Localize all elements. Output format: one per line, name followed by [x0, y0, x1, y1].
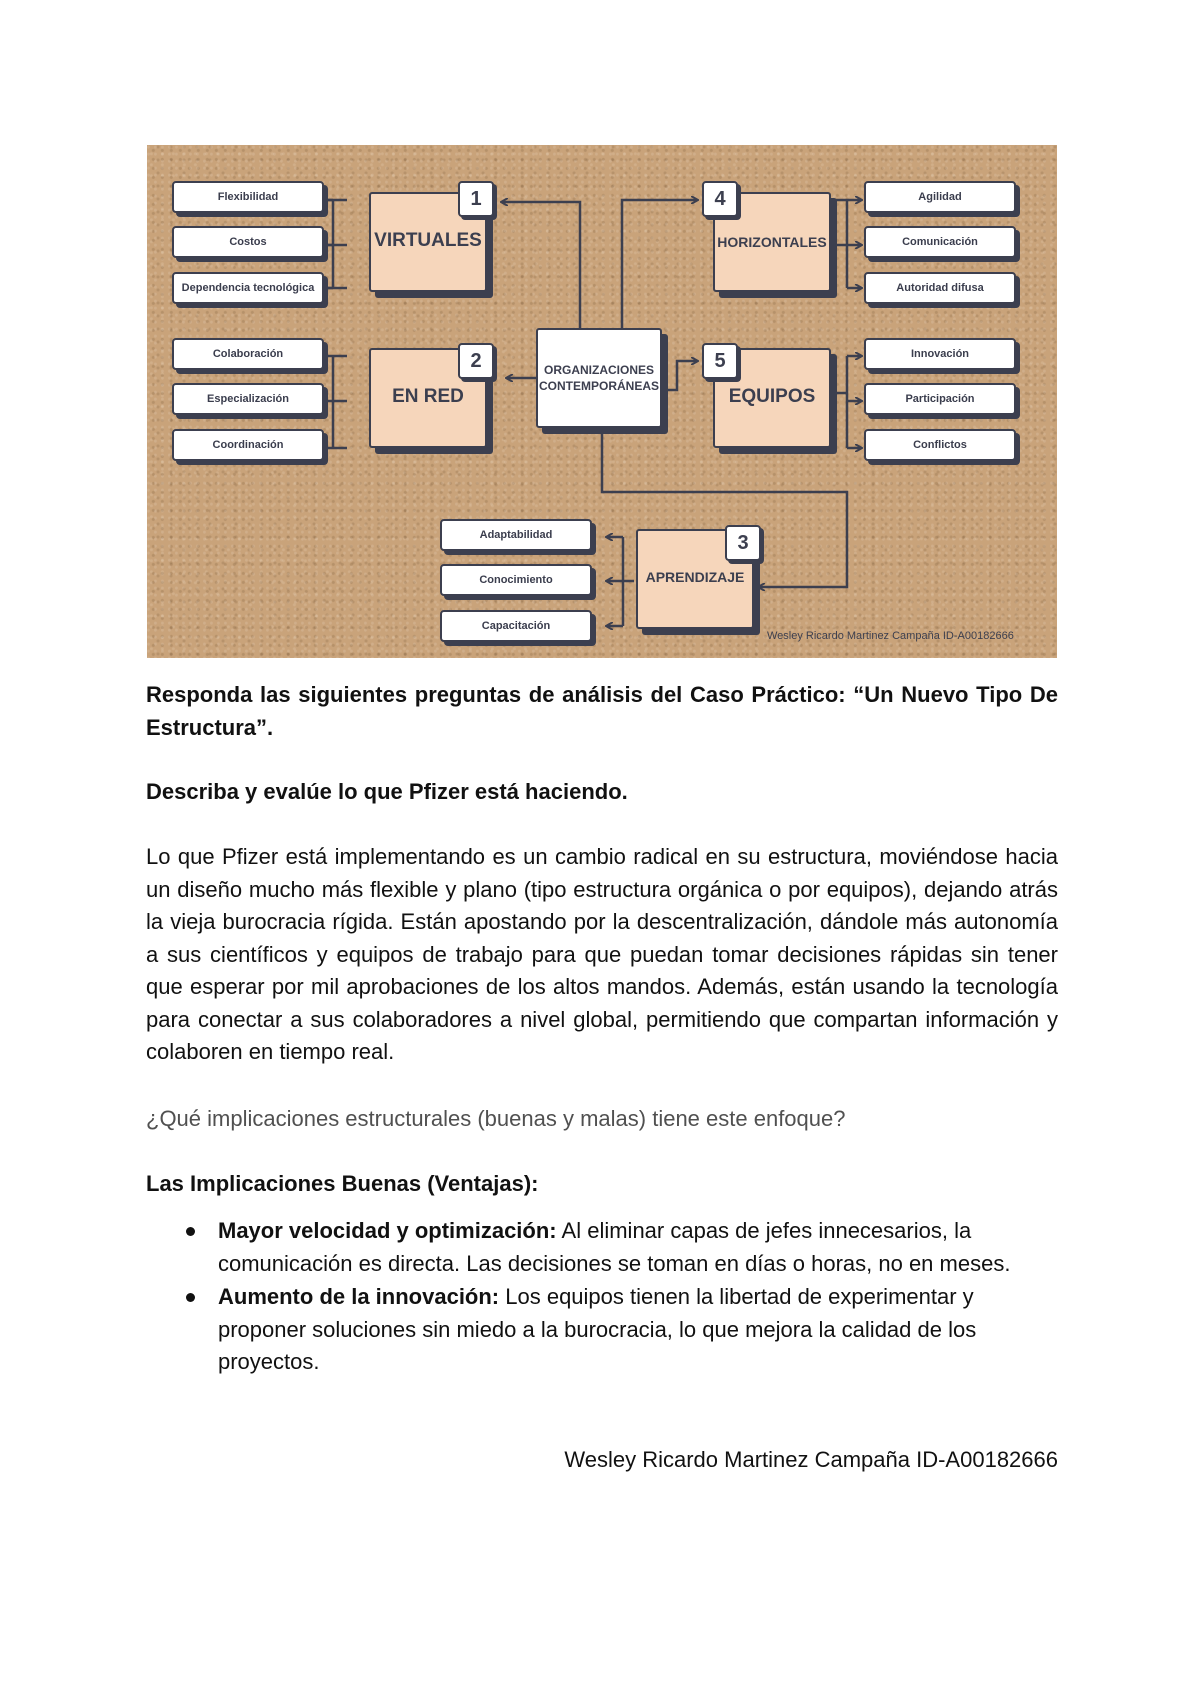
- list-item: [146, 1215, 1058, 1280]
- author-signature: Wesley Ricardo Martinez Campaña ID-A00182666: [564, 1447, 1058, 1472]
- ventajas-list: [146, 1215, 1058, 1380]
- intro-question: Responda las siguientes preguntas de análisis del Caso Práctico: “Un Nuevo Tipo De Estructura”.: [146, 682, 1058, 740]
- item-conflictos: Conflictos: [864, 429, 1016, 461]
- bullet-text: Los equipos tienen la libertad de experimentar y proponer soluciones sin miedo a la burocracia, lo que mejora la calidad de los proyectos.: [218, 1284, 977, 1374]
- category-label: HORIZONTALES: [717, 234, 827, 250]
- item-coordinacion: Coordinación: [172, 429, 324, 461]
- item-autoridad-difusa: Autoridad difusa: [864, 272, 1016, 304]
- item-especializacion: Especialización: [172, 383, 324, 415]
- category-label: EN RED: [392, 386, 464, 407]
- bullet-text: Al eliminar capas de jefes innecesarios, la comunicación es directa. Las decisiones se toman en días o horas, no en meses.: [218, 1218, 1011, 1276]
- bullet-title: Aumento de la innovación:: [218, 1284, 500, 1309]
- heading-describe: Describa y evalúe lo que Pfizer está haciendo.: [146, 779, 628, 804]
- item-participacion: Participación: [864, 383, 1016, 415]
- category-label: EQUIPOS: [728, 386, 816, 407]
- bullet-title: Mayor velocidad y optimización:: [218, 1218, 557, 1243]
- item-colaboracion: Colaboración: [172, 338, 324, 370]
- paragraph-analysis: Lo que Pfizer está implementando es un cambio radical en su estructura, moviéndose hacia un diseño mucho más flexible y plano (tipo estructura orgánica o por equipos), dejando atrás la vieja burocracia rígida. Están apostando por la descentralización, dándole más autonomía a sus científicos y equipos de trabajo para que puedan tomar decisiones rápidas sin tener que esperar por mil aprobaciones de los altos mandos. Además, están usando la tecnología para conectar a sus colaboradores a nivel global, permitiendo que compartan información y colaboren en tiempo real.: [146, 844, 1058, 1064]
- item-adaptabilidad: Adaptabilidad: [440, 519, 592, 551]
- item-dependencia-tecnologica: Dependencia tecnológica: [172, 272, 324, 304]
- item-capacitacion: Capacitación: [440, 610, 592, 642]
- bullet-icon: [186, 1293, 195, 1302]
- number-badge-2: 2: [458, 343, 494, 379]
- item-agilidad: Agilidad: [864, 181, 1016, 213]
- heading-ventajas: Las Implicaciones Buenas (Ventajas):: [146, 1171, 539, 1196]
- item-comunicacion: Comunicación: [864, 226, 1016, 258]
- number-badge-4: 4: [702, 181, 738, 217]
- center-node: ORGANIZACIONES CONTEMPORÁNEAS: [536, 328, 662, 428]
- concept-diagram: [147, 145, 1057, 658]
- diagram-watermark: Wesley Ricardo Martinez Campaña ID-A00182666: [767, 630, 1014, 642]
- category-label: APRENDIZAJE: [645, 569, 745, 585]
- number-badge-1: 1: [458, 181, 494, 217]
- question-implicaciones: ¿Qué implicaciones estructurales (buenas y malas) tiene este enfoque?: [146, 1106, 846, 1131]
- category-label: VIRTUALES: [374, 230, 482, 251]
- item-flexibilidad: Flexibilidad: [172, 181, 324, 213]
- item-innovacion: Innovación: [864, 338, 1016, 370]
- number-badge-3: 3: [725, 525, 761, 561]
- list-item: [146, 1281, 1058, 1379]
- item-conocimiento: Conocimiento: [440, 564, 592, 596]
- item-costos: Costos: [172, 226, 324, 258]
- number-badge-5: 5: [702, 343, 738, 379]
- bullet-icon: [186, 1227, 195, 1236]
